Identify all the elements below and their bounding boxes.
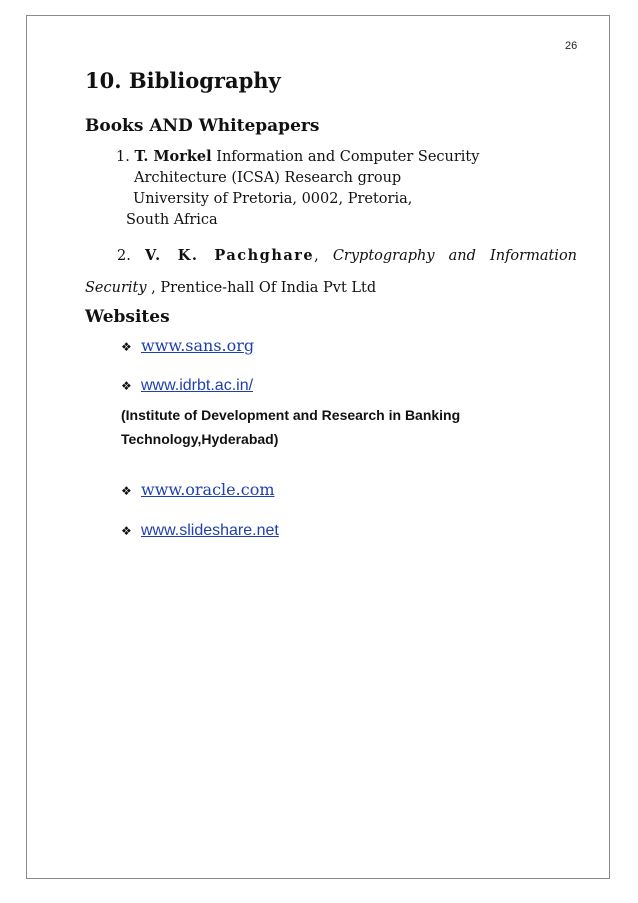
- book-2-line1: [85, 245, 577, 267]
- book-1-line2: Architecture (ICSA) Research group: [134, 170, 402, 186]
- book-2-separator: ,: [314, 248, 319, 264]
- book-entry-1: [116, 146, 479, 231]
- book-2-line2: [85, 278, 577, 299]
- link-slideshare[interactable]: www.slideshare.net: [141, 522, 279, 539]
- book-1-author: T. Morkel: [134, 148, 212, 165]
- book-2-title-part2: Security: [85, 280, 147, 296]
- website-item-oracle: [121, 480, 275, 499]
- book-1-line4: South Africa: [126, 212, 218, 228]
- book-1-title: Information and Computer Security: [216, 149, 480, 165]
- diamond-bullet-icon: ❖: [121, 484, 132, 498]
- websites-heading: Websites: [85, 307, 170, 327]
- book-entry-2: [85, 245, 577, 299]
- idrbt-description-line1: (Institute of Development and Research in Banking: [121, 407, 461, 423]
- book-1-line1: [116, 149, 479, 165]
- idrbt-description-line2: Technology,Hyderabad): [121, 431, 279, 447]
- book-2-title-part1: Cryptography and Information: [332, 248, 578, 264]
- diamond-bullet-icon: ❖: [121, 340, 132, 354]
- book-2-number: 2.: [117, 248, 131, 264]
- website-item-slideshare: [121, 522, 279, 540]
- diamond-bullet-icon: ❖: [121, 524, 132, 538]
- books-heading: Books AND Whitepapers: [85, 116, 320, 136]
- page-number: 26: [565, 40, 578, 52]
- book-1-line3: University of Pretoria, 0002, Pretoria,: [133, 191, 413, 207]
- book-2-publisher: , Prentice-hall Of India Pvt Ltd: [151, 280, 377, 296]
- website-item-sans: [121, 336, 254, 355]
- idrbt-description: [121, 403, 460, 451]
- website-item-idrbt: [121, 377, 253, 395]
- bibliography-heading: 10. Bibliography: [85, 68, 281, 93]
- book-1-number: 1.: [116, 149, 130, 165]
- link-oracle[interactable]: www.oracle.com: [141, 480, 275, 499]
- link-sans-org[interactable]: www.sans.org: [141, 336, 255, 355]
- book-2-author: V. K. Pachghare: [144, 247, 315, 264]
- link-idrbt[interactable]: www.idrbt.ac.in/: [141, 377, 254, 394]
- diamond-bullet-icon: ❖: [121, 379, 132, 393]
